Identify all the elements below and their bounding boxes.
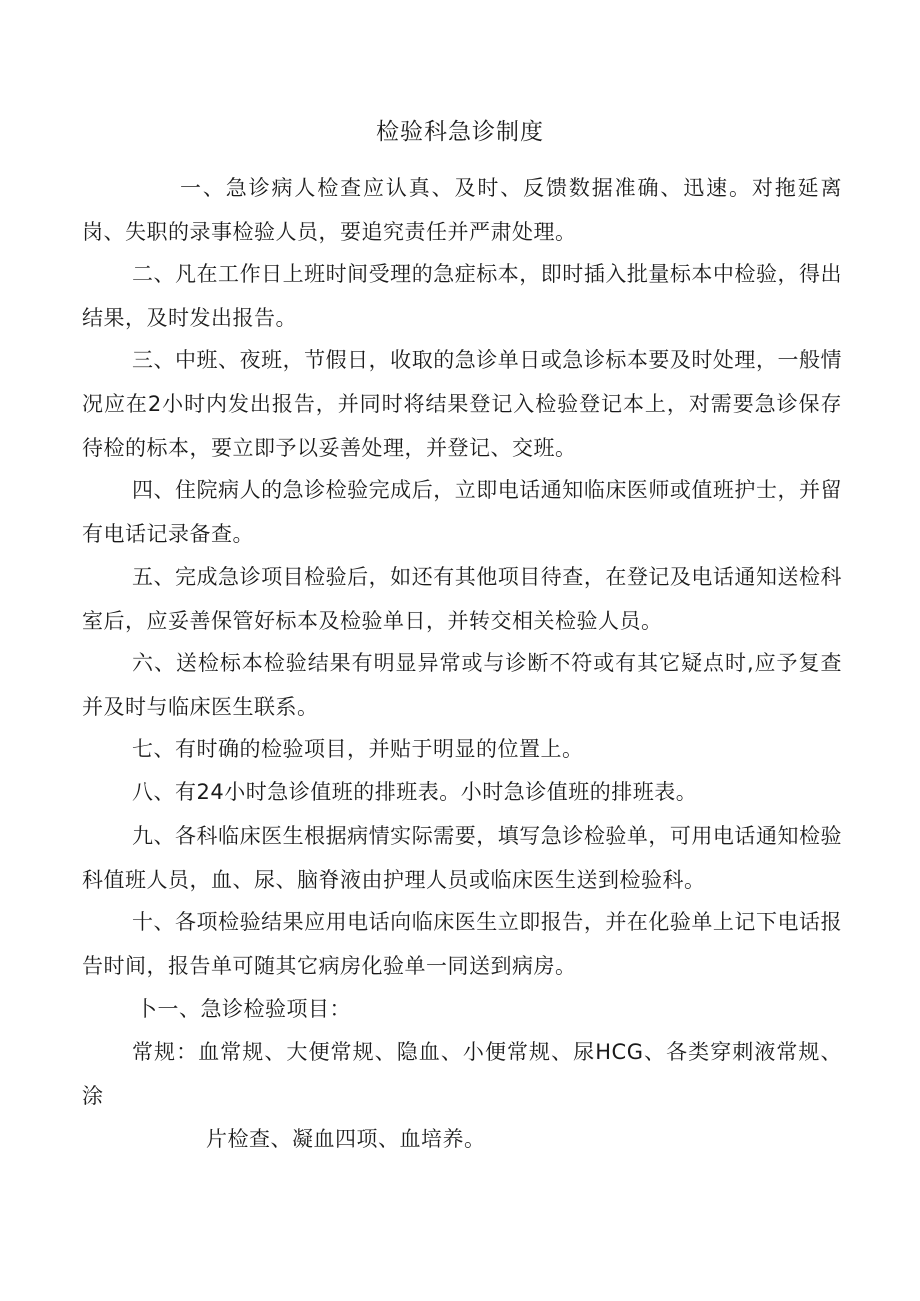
paragraph-8: 八、有24小时急诊值班的排班表。小时急诊值班的排班表。	[132, 780, 698, 804]
paragraph-3: 三、中班、夜班，节假日，收取的急诊单日或急诊标本要及时处理，一般情况应在2小时内发出报告，并同时将结果登记入检验登记本上，对需要急诊保存待检的标本，要立即予以妥善处理，并登记、交班。	[82, 348, 842, 460]
paragraph-5: 五、完成急诊项目检验后，如还有其他项目待查，在登记及电话通知送检科室后，应妥善保管好标本及检验单日，并转交相关检验人员。	[82, 565, 842, 633]
paragraph-9: 九、各科临床医生根据病情实际需要，填写急诊检验单，可用电话通知检验科值班人员，血、尿、脑脊液由护理人员或临床医生送到检验科。	[82, 824, 842, 892]
paragraph-2: 二、凡在工作日上班时间受理的急症标本，即时插入批量标本中检验，得出结果，及时发出报告。	[82, 262, 842, 330]
paragraph-10: 十、各项检验结果应用电话向临床医生立即报告，并在化验单上记下电话报告时间，报告单可随其它病房化验单一同送到病房。	[82, 910, 842, 978]
paragraph-6: 六、送检标本检验结果有明显异常或与诊断不符或有其它疑点时,应予复查并及时与临床医生联系。	[82, 651, 842, 719]
paragraph-12: 常规：血常规、大便常规、隐血、小便常规、尿HCG、各类穿刺液常规、涂	[82, 1040, 842, 1108]
paragraph-4: 四、住院病人的急诊检验完成后，立即电话通知临床医师或值班护士，并留有电话记录备查。	[82, 478, 842, 546]
paragraph-1: 一、急诊病人检查应认真、及时、反馈数据准确、迅速。对拖延离岗、失职的录事检验人员，要追究责任并严肃处理。	[82, 176, 842, 244]
paragraph-7: 七、有时确的检验项目，并贴于明显的位置上。	[132, 737, 584, 761]
document-title: 检验科急诊制度	[376, 119, 544, 145]
paragraph-13: 片检查、凝血四项、血培养。	[206, 1127, 486, 1151]
paragraph-11: 卜一、急诊检验项目：	[136, 997, 351, 1021]
